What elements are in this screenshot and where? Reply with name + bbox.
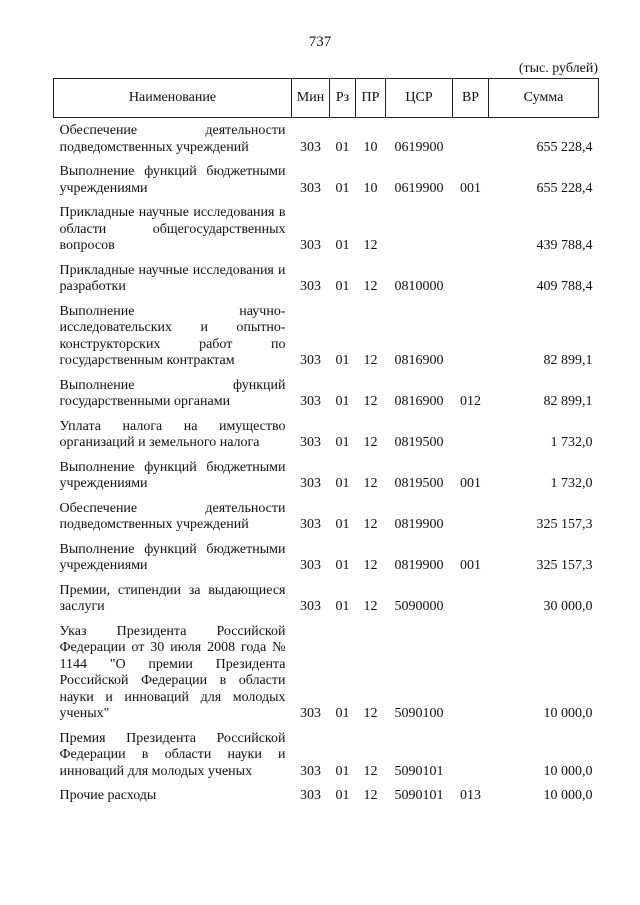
table-row xyxy=(54,299,599,373)
row-csr: 5090101 xyxy=(394,763,444,779)
table-header-row xyxy=(54,79,599,118)
row-sum: 1 732,0 xyxy=(550,435,593,450)
row-csr: 0819900 xyxy=(394,517,444,532)
row-rz: 01 xyxy=(335,279,350,294)
row-vr: 001 xyxy=(460,558,481,573)
row-sum: 655 228,4 xyxy=(536,139,593,155)
units-label: (тыс. рублей) xyxy=(518,61,598,76)
row-rz: 01 xyxy=(335,238,350,253)
row-sum: 82 899,1 xyxy=(543,394,593,409)
row-name: Выполнение функций бюджетными учреждениями xyxy=(59,459,286,491)
header-name: Наименование xyxy=(54,79,292,118)
row-pr: 12 xyxy=(363,238,378,253)
row-vr xyxy=(453,118,489,160)
row-vr xyxy=(453,258,489,299)
row-pr: 12 xyxy=(363,763,378,779)
row-sum: 10 000,0 xyxy=(543,763,593,779)
row-vr xyxy=(453,726,489,784)
header-pr: ПР xyxy=(356,79,386,118)
row-csr: 0619900 xyxy=(394,180,444,196)
row-rz: 01 xyxy=(335,788,350,803)
table-row xyxy=(54,578,599,619)
row-pr: 12 xyxy=(363,394,378,409)
row-csr: 5090101 xyxy=(394,788,444,803)
row-vr xyxy=(453,578,489,619)
row-csr: 0816900 xyxy=(394,394,444,409)
row-name: Премии, стипендии за выдающиеся заслуги xyxy=(59,582,286,614)
row-sum: 409 788,4 xyxy=(536,279,593,294)
row-sum: 325 157,3 xyxy=(536,517,593,532)
row-csr: 0619900 xyxy=(394,139,444,155)
row-min: 303 xyxy=(300,706,321,721)
row-vr xyxy=(453,619,489,726)
row-sum: 325 157,3 xyxy=(536,558,593,573)
row-min: 303 xyxy=(300,279,321,294)
table-row xyxy=(54,726,599,784)
row-sum: 10 000,0 xyxy=(543,788,593,803)
row-pr: 10 xyxy=(363,139,378,155)
table-row xyxy=(54,619,599,726)
row-vr xyxy=(453,200,489,258)
row-rz: 01 xyxy=(335,706,350,721)
row-pr: 12 xyxy=(363,788,378,803)
row-vr: 012 xyxy=(460,394,481,409)
table-row xyxy=(54,414,599,455)
row-min: 303 xyxy=(300,788,321,803)
row-rz: 01 xyxy=(335,476,350,491)
row-csr: 5090000 xyxy=(394,599,444,614)
row-csr: 0810000 xyxy=(394,279,444,294)
row-pr: 12 xyxy=(363,517,378,532)
table-row xyxy=(54,373,599,414)
row-name: Прикладные научные исследования и разработки xyxy=(59,262,286,294)
row-name: Выполнение научно-исследовательских и опытно-конструкторских работ по государственным контрактам xyxy=(59,303,286,368)
row-min: 303 xyxy=(300,353,321,368)
header-sum: Сумма xyxy=(489,79,599,118)
row-pr: 12 xyxy=(363,476,378,491)
row-rz: 01 xyxy=(335,139,350,155)
row-min: 303 xyxy=(300,180,321,196)
row-min: 303 xyxy=(300,599,321,614)
row-pr: 12 xyxy=(363,279,378,294)
row-sum: 10 000,0 xyxy=(543,706,593,721)
row-pr: 12 xyxy=(363,435,378,450)
row-csr xyxy=(386,200,453,258)
row-name: Выполнение функций бюджетными учреждениями xyxy=(59,164,286,196)
row-pr: 12 xyxy=(363,558,378,573)
row-min: 303 xyxy=(300,394,321,409)
row-sum: 30 000,0 xyxy=(543,599,593,614)
row-min: 303 xyxy=(300,476,321,491)
budget-table xyxy=(53,78,599,808)
row-pr: 12 xyxy=(363,706,378,721)
row-vr xyxy=(453,414,489,455)
header-csr: ЦСР xyxy=(386,79,453,118)
row-vr: 013 xyxy=(460,788,481,803)
row-csr: 0819500 xyxy=(394,476,444,491)
row-min: 303 xyxy=(300,139,321,155)
row-rz: 01 xyxy=(335,180,350,196)
row-name: Указ Президента Российской Федерации от 30 июля 2008 года № 1144 "О премии Президента Российской Федерации в области науки и инноваций для молодых ученых" xyxy=(59,623,286,721)
row-csr: 0819900 xyxy=(394,558,444,573)
row-min: 303 xyxy=(300,763,321,779)
row-rz: 01 xyxy=(335,517,350,532)
row-name: Прикладные научные исследования в области общегосударственных вопросов xyxy=(59,205,286,253)
row-rz: 01 xyxy=(335,599,350,614)
row-name: Премия Президента Российской Федерации в области науки и инноваций для молодых ученых xyxy=(59,730,286,779)
row-name: Прочие расходы xyxy=(59,788,157,803)
header-min: Мин xyxy=(292,79,330,118)
row-vr: 001 xyxy=(460,180,481,196)
table-row xyxy=(54,455,599,496)
row-rz: 01 xyxy=(335,394,350,409)
row-rz: 01 xyxy=(335,558,350,573)
row-name: Обеспечение деятельности подведомственных учреждений xyxy=(59,500,286,532)
row-rz: 01 xyxy=(335,435,350,450)
row-vr: 001 xyxy=(460,476,481,491)
table-row xyxy=(54,159,599,200)
row-pr: 12 xyxy=(363,599,378,614)
row-csr: 5090100 xyxy=(394,706,444,721)
header-rz: Рз xyxy=(330,79,356,118)
row-name: Уплата налога на имущество организаций и земельного налога xyxy=(59,418,286,450)
row-csr: 0816900 xyxy=(394,353,444,368)
row-vr xyxy=(453,299,489,373)
row-name: Выполнение функций государственными органами xyxy=(59,377,286,409)
row-min: 303 xyxy=(300,435,321,450)
row-name: Обеспечение деятельности подведомственных учреждений xyxy=(59,123,286,155)
table-row xyxy=(54,258,599,299)
table-row xyxy=(54,783,599,808)
row-min: 303 xyxy=(300,558,321,573)
table-row xyxy=(54,200,599,258)
row-rz: 01 xyxy=(335,763,350,779)
row-rz: 01 xyxy=(335,353,350,368)
row-vr xyxy=(453,496,489,537)
row-pr: 10 xyxy=(363,180,378,196)
row-sum: 655 228,4 xyxy=(536,180,593,196)
row-min: 303 xyxy=(300,517,321,532)
row-sum: 1 732,0 xyxy=(550,476,593,491)
table-row xyxy=(54,537,599,578)
row-name: Выполнение функций бюджетными учреждениями xyxy=(59,541,286,573)
header-vr: ВР xyxy=(453,79,489,118)
page-number: 737 xyxy=(308,34,332,50)
table-row xyxy=(54,496,599,537)
table-row xyxy=(54,118,599,160)
row-sum: 82 899,1 xyxy=(543,353,593,368)
row-csr: 0819500 xyxy=(394,435,444,450)
row-min: 303 xyxy=(300,238,321,253)
row-sum: 439 788,4 xyxy=(536,238,593,253)
row-pr: 12 xyxy=(363,353,378,368)
